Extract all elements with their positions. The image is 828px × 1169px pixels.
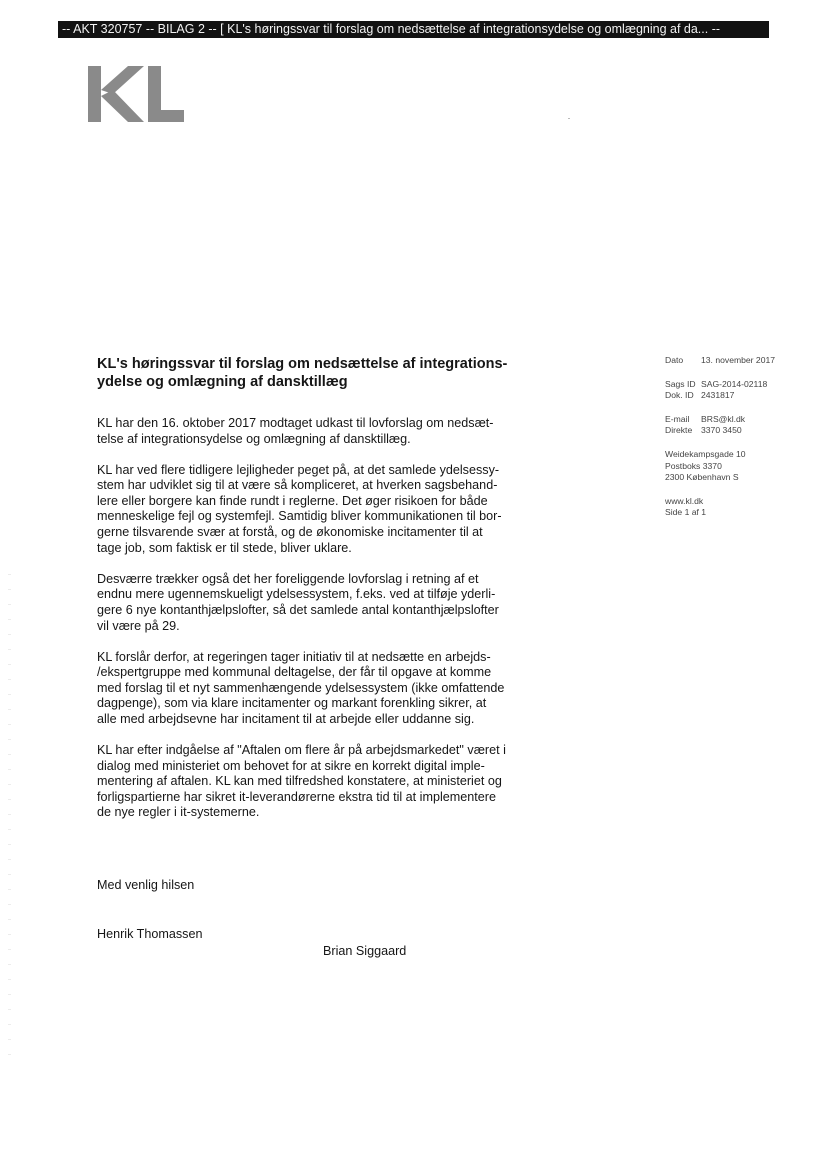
phone-row [665,425,815,437]
body-paragraph [97,572,557,634]
letter-title [97,355,547,391]
body-paragraph [97,650,557,728]
paragraph-line: KL har ved flere tidligere lejligheder peget på, at det samlede ydelsessy- [97,462,500,477]
case-id-value: SAG-2014-02118 [701,378,768,389]
scan-edge-marks [8,560,11,1060]
address-line-3: 2300 København S [665,472,739,483]
doc-id-value: 2431817 [701,390,735,401]
email-value: BRS@kl.dk [701,413,746,424]
header-text: -- AKT 320757 -- BILAG 2 -- [ KL's høringssvar til forslag om nedsættelse af integrationsydelse og omlægning af da... -- [62,22,721,36]
page-number: Side 1 af 1 [665,507,707,518]
scan-speck [568,118,570,119]
doc-id-row [665,390,815,402]
paragraph-line: alle med arbejdsevne har incitament til at arbejde eller uddanne sig. [97,712,475,726]
letter-metadata-sidebar [665,355,815,531]
paragraph-line: /ekspertgruppe med kommunal deltagelse, der får til opgave at komme [97,665,492,680]
paragraph-line: KL har efter indgåelse af "Aftalen om flere år på arbejdsmarkedet" været i [97,743,506,758]
body-paragraph [97,416,557,447]
paragraph-line: gerne tilsvarende svær at forstå, og de økonomiske incitamenter til at [97,525,483,540]
paragraph-line: menneskelige fejl og systemfejl. Samtidig bliver kommunikationen til bor- [97,509,502,524]
paragraph-line: mentering af aftalen. KL kan med tilfredshed konstatere, at ministeriet og [97,774,502,789]
paragraph-line: stem har udviklet sig til at være så kompliceret, at hverken sagsbehand- [97,478,498,493]
email-label: E-mail [665,413,690,424]
date-value: 13. november 2017 [701,355,776,365]
body-paragraph [97,463,557,557]
phone-label: Direkte [665,425,693,436]
website: www.kl.dk [665,495,704,506]
doc-id-label: Dok. ID [665,390,694,401]
signatory-henrik: Henrik Thomassen [97,927,203,941]
paragraph-line: forligspartierne har sikret it-leverandørerne ekstra tid til at implementere [97,789,496,804]
paragraph-line: dialog med ministeriet om behovet for at sikre en korrekt digital imple- [97,758,485,773]
contact-group [665,414,815,437]
signatory-brian: Brian Siggaard [323,944,407,958]
title-line-1: KL's høringssvar til forslag om nedsættelse af integrations- [97,356,508,372]
date-label: Dato [665,355,684,365]
paragraph-line: KL forslår derfor, at regeringen tager initiativ til at nedsætte en arbejds- [97,649,491,664]
case-id-row [665,379,815,391]
paragraph-line: gere 6 nye kontanthjælpslofter, så det samlede antal kontanthjælpslofter [97,602,499,617]
kl-logo [88,66,184,122]
paragraph-line: dagpenge), som via klare incitamenter og markant forenkling sikrer, at [97,696,487,711]
phone-value: 3370 3450 [701,425,742,436]
paragraph-line: endnu mere ugennemskueligt ydelsessystem, f.eks. ved at tilføje yderli- [97,587,496,602]
paragraph-line: lere eller borgere kan finde rundt i reglerne. Det øger risikoen for både [97,493,488,508]
title-line-2: ydelse og omlægning af dansktillæg [97,374,348,390]
paragraph-line: telse af integrationsydelse og omlægning af dansktillæg. [97,431,411,446]
address-group [665,449,815,484]
id-group [665,379,815,402]
paragraph-line: KL har den 16. oktober 2017 modtaget udkast til lovforslag om nedsæt- [97,416,494,430]
email-row [665,414,815,426]
letter-body [97,416,557,837]
case-id-label: Sags ID [665,378,696,389]
document-header-bar [58,21,769,38]
body-paragraph [97,743,557,821]
paragraph-line: med forslag til et nyt sammenhængende ydelsessystem (ikke omfattende [97,680,505,695]
date-row [665,355,815,367]
paragraph-line: Desværre trækker også det her foreliggende lovforslag i retning af et [97,571,479,586]
address-line-2: Postboks 3370 [665,460,722,471]
closing-greeting: Med venlig hilsen [97,878,195,892]
paragraph-line: de nye regler i it-systemerne. [97,805,260,820]
paragraph-line: vil være på 29. [97,618,180,633]
paragraph-line: tage job, som faktisk er til stede, bliver uklare. [97,540,352,555]
date-group [665,355,815,367]
web-group [665,496,815,519]
address-line-1: Weidekampsgade 10 [665,448,746,459]
